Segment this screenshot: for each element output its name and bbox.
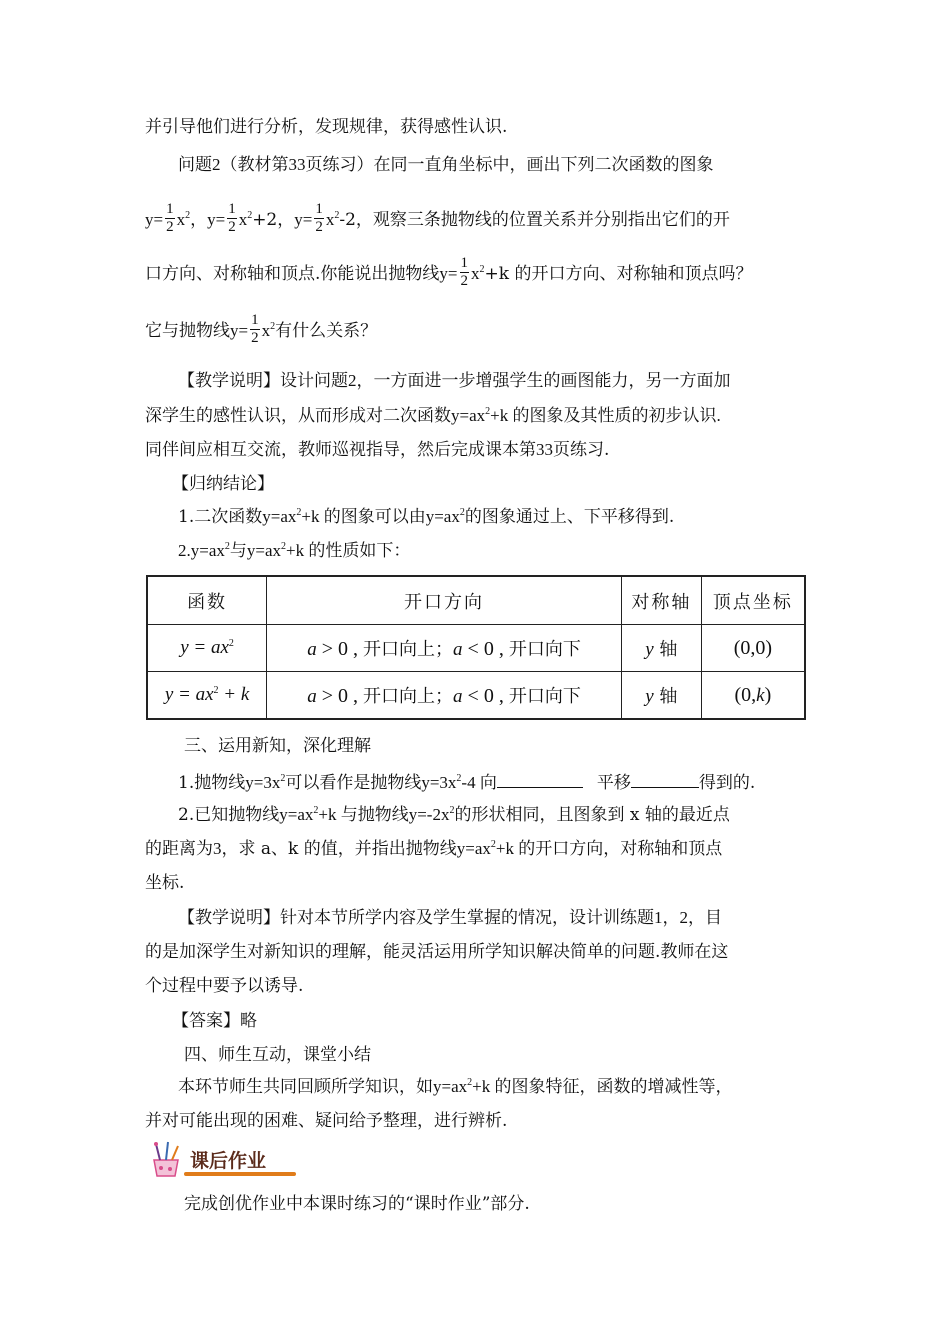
properties-table — [146, 575, 806, 720]
text: 完成创优作业中本课时练习的“课时作业”部分. — [184, 1194, 530, 1214]
math: ) — [765, 636, 773, 659]
cell-opening — [267, 672, 622, 720]
text: 轴 — [653, 686, 678, 707]
number: 2 — [348, 371, 357, 390]
math: (0, — [733, 636, 756, 659]
text: 开口向上； — [363, 639, 454, 660]
text: 三、运用新知，深化理解 — [184, 736, 371, 756]
text: 开口向下 — [508, 686, 581, 707]
math: y — [645, 639, 654, 660]
header-opening: 开口方向 — [267, 576, 622, 625]
text: 并引导他们进行分析，发现规律，获得感性认识. — [145, 117, 508, 137]
text: 的形状相同，且图象到 x 轴的最近点 — [454, 805, 730, 825]
exponent: 2 — [281, 541, 287, 552]
text: 的距离为 — [145, 839, 213, 859]
numerator: 1 — [315, 201, 323, 217]
math: y= — [230, 321, 249, 340]
text: 坐标. — [145, 873, 185, 893]
denominator: 2 — [460, 273, 468, 289]
denominator: 2 — [315, 219, 323, 235]
math: y = ax — [164, 684, 214, 705]
text: 开口向下 — [508, 639, 581, 660]
math: (0, — [734, 683, 757, 706]
cell-axis — [621, 625, 701, 672]
practice-2-line2 — [145, 839, 722, 859]
text: 它与抛物线 — [145, 321, 230, 341]
text: 得到的. — [698, 773, 756, 793]
math: x — [261, 321, 271, 340]
summary — [178, 1077, 732, 1097]
exponent: 2 — [479, 264, 485, 275]
text: ， — [190, 210, 208, 230]
math: y=ax — [246, 541, 282, 560]
table-row — [147, 625, 805, 672]
text: +k 的图象及其性质的初步认识. — [490, 406, 721, 425]
section-4-title — [184, 1045, 371, 1065]
exponent: 2 — [313, 805, 319, 816]
text: ，目 — [688, 908, 722, 928]
math: k — [756, 684, 765, 706]
math: 2.y=ax — [178, 541, 225, 560]
exponent: 2 — [467, 1077, 473, 1088]
text: 页练习. — [553, 440, 610, 460]
teaching-note-2-line3 — [145, 976, 303, 996]
cell-function — [147, 625, 267, 672]
text: 个过程中要予以诱导. — [145, 976, 304, 996]
text: ，求 a、k 的值，并指出抛物线 — [221, 839, 457, 859]
exponent: 2 — [228, 638, 234, 649]
homework-text — [184, 1194, 530, 1214]
cell-axis — [621, 672, 701, 720]
exponent: 2 — [485, 406, 491, 417]
number: 2 — [212, 155, 221, 174]
exponent: 2 — [296, 507, 302, 518]
exponent: 2 — [224, 541, 230, 552]
text: （教材第 — [220, 155, 289, 175]
practice-2 — [178, 805, 730, 825]
conclusion-title — [172, 474, 274, 494]
math: x — [471, 264, 480, 283]
math: y=-2x — [408, 805, 450, 824]
text: +2， — [252, 210, 295, 230]
teaching-note-2-line2 — [145, 942, 728, 962]
text: 本环节师生共同回顾所学知识，如 — [178, 1077, 433, 1097]
header-axis: 对称轴 — [621, 576, 701, 625]
math: y=ax — [262, 507, 297, 526]
answer-note — [172, 1011, 257, 1031]
denominator: 2 — [166, 219, 174, 235]
answer-blank[interactable] — [631, 771, 699, 788]
exponent: 2 — [185, 210, 191, 221]
text: +k 的图象特征，函数的增减性等， — [472, 1077, 733, 1096]
text: 平移 — [596, 773, 631, 793]
text: +k 的开口方向、对称轴和顶点吗？ — [484, 264, 753, 284]
problem-2-relation — [145, 311, 377, 351]
text: 【教学说明】针对本节所学内容及学生掌握的情况，设计训练题 — [178, 908, 654, 928]
text: 轴 — [653, 639, 678, 660]
text: 的是加深学生对新知识的理解，能灵活运用所学知识解决简单的问题.教师在这 — [145, 942, 729, 962]
math: a — [307, 639, 317, 660]
text: 四、师生互动，课堂小结 — [184, 1045, 371, 1065]
math: ) — [764, 683, 772, 706]
answer-blank[interactable] — [497, 771, 583, 788]
text: 【教学说明】设计问题 — [178, 371, 348, 391]
text: 并对可能出现的困难、疑问给予整理，进行辨析. — [145, 1111, 508, 1131]
text: 页练习）在同一直角坐标中，画出下列二次函数的图象 — [305, 155, 714, 175]
cell-function — [147, 672, 267, 720]
denominator: 2 — [228, 219, 236, 235]
number: 33 — [536, 440, 553, 459]
math: y= — [145, 210, 164, 229]
pencil-cup-icon — [154, 1142, 178, 1176]
header-function: 函数 — [147, 576, 267, 625]
exponent: 2 — [490, 839, 496, 850]
exponent: 2 — [247, 210, 253, 221]
cell-vertex — [701, 672, 805, 720]
teaching-note-1 — [178, 371, 731, 391]
text: 有什么关系？ — [275, 321, 378, 341]
exponent: 2 — [449, 805, 455, 816]
exponent: 2 — [459, 507, 465, 518]
text: ，一方面进一步增强学生的画图能力，另一方面加 — [356, 371, 731, 391]
fraction — [227, 201, 237, 236]
math: y=ax — [456, 839, 491, 858]
math: x — [325, 210, 335, 229]
practice-1 — [178, 771, 755, 793]
math: y=ax — [451, 406, 486, 425]
number: 3 — [213, 839, 222, 858]
numerator: 1 — [460, 255, 468, 271]
math: x — [238, 210, 248, 229]
math: < 0 , — [462, 638, 509, 660]
text: 2.已知抛物线 — [178, 805, 280, 825]
math: 0 — [755, 636, 766, 659]
fraction — [165, 201, 175, 236]
math: a — [453, 639, 463, 660]
text: +k 的开口方向，对称轴和顶点 — [495, 839, 723, 858]
table-header-row — [147, 576, 805, 625]
problem-2-question — [145, 254, 752, 294]
numerator: 1 — [166, 201, 174, 217]
text: -2，观察三条抛物线的位置关系并分别指出它们的开 — [339, 210, 730, 230]
practice-2-line3 — [145, 873, 184, 893]
math: > 0 , — [316, 638, 364, 660]
section-3-title — [184, 736, 371, 756]
text-line — [145, 117, 507, 137]
math: y=ax — [425, 507, 460, 526]
text: 可以看作是抛物线 — [285, 773, 422, 793]
text: 【答案】略 — [172, 1011, 257, 1031]
text: -4 向 — [461, 773, 497, 792]
cell-vertex — [701, 625, 805, 672]
numerator: 1 — [251, 312, 259, 328]
math: > 0 , — [316, 685, 364, 707]
table-row — [147, 672, 805, 720]
conclusion-1 — [178, 507, 674, 527]
problem-2-intro — [178, 155, 714, 175]
fraction — [314, 201, 324, 236]
math: y= — [207, 210, 226, 229]
math: + k — [218, 684, 250, 705]
fraction — [250, 312, 260, 347]
text: 1.抛物线 — [178, 773, 246, 793]
summary-line2 — [145, 1111, 507, 1131]
exponent: 2 — [456, 773, 462, 784]
teaching-note-2 — [178, 908, 722, 928]
teaching-note-1-line2 — [145, 406, 721, 426]
numerator: 1 — [228, 201, 236, 217]
problem-2-equations — [145, 200, 730, 240]
text: +k 与抛物线 — [318, 805, 409, 824]
badge-text: 课后作业 — [190, 1150, 267, 1172]
cell-opening — [267, 625, 622, 672]
header-vertex: 顶点坐标 — [701, 576, 805, 625]
number: 33 — [288, 155, 306, 174]
text: 深学生的感性认识，从而形成对二次函数 — [145, 406, 451, 426]
math: x — [176, 210, 186, 229]
homework-badge — [148, 1138, 298, 1180]
fraction — [460, 255, 470, 290]
text: 口方向、对称轴和顶点.你能说出抛物线 — [145, 264, 440, 284]
exponent: 2 — [270, 321, 276, 332]
text: 开口向上； — [363, 686, 454, 707]
math: y= — [439, 264, 458, 283]
math: a — [453, 686, 463, 707]
exponent: 2 — [334, 210, 340, 221]
denominator: 2 — [251, 330, 259, 346]
math: y=3x — [421, 773, 457, 792]
teaching-note-1-line3 — [145, 440, 609, 460]
math: y=ax — [433, 1077, 468, 1096]
number: 1，2 — [654, 908, 688, 927]
math: y — [645, 686, 654, 707]
conclusion-2 — [178, 541, 410, 561]
text: 与 — [229, 541, 247, 561]
math: < 0 , — [462, 685, 509, 707]
text: 1.二次函数 — [178, 507, 263, 527]
text: 问题 — [178, 155, 212, 175]
text: 同伴间应相互交流，教师巡视指导，然后完成课本第 — [145, 440, 536, 460]
text: +k 的图象可以由 — [301, 507, 426, 526]
math: y= — [294, 210, 313, 229]
exponent: 2 — [213, 685, 219, 696]
badge-underline — [184, 1172, 296, 1176]
math: a — [307, 686, 317, 707]
exponent: 2 — [280, 773, 286, 784]
math: y=3x — [245, 773, 281, 792]
text: 的图象通过上、下平移得到. — [464, 507, 675, 527]
math: y = ax — [180, 637, 229, 658]
text: +k 的性质如下： — [286, 541, 411, 560]
text: 【归纳结论】 — [172, 474, 274, 494]
math: y=ax — [279, 805, 314, 824]
